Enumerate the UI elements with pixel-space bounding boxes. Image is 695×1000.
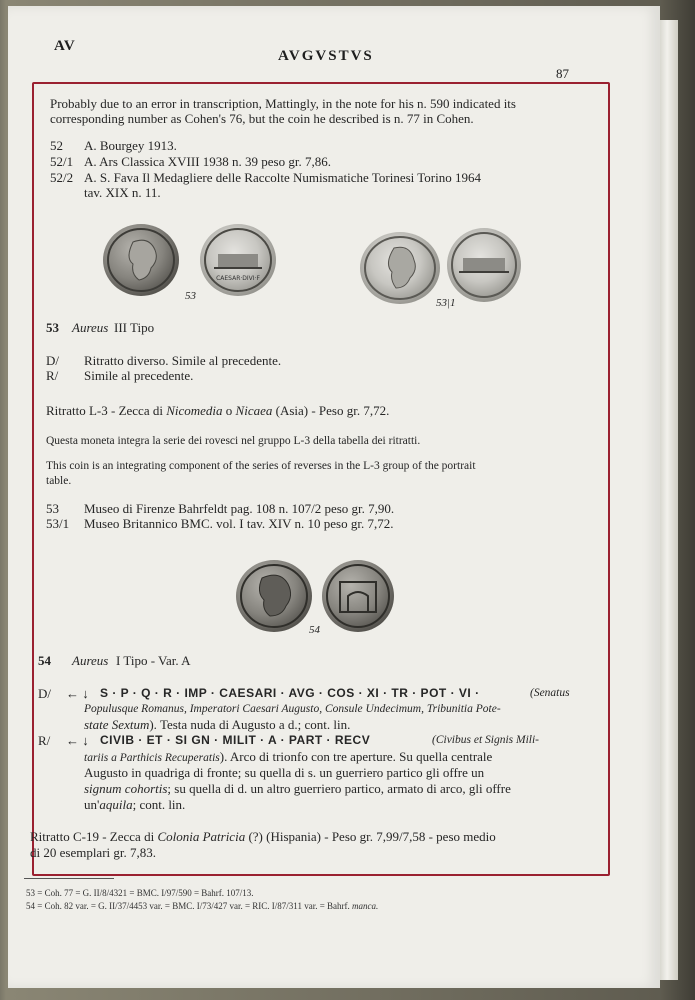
reverse-text-5-pre: un' [84,797,100,812]
portrait-suffix: (?) (Hispania) - Peso gr. 7,99/7,58 - peso medio [248,829,496,844]
ref-text: Museo di Firenze Bahrfeldt pag. 108 n. 107/2 peso gr. 7,90. [84,501,395,516]
reverse-direction-arrow: ← ↓ [66,733,89,748]
ref-text: A. Ars Classica XVIII 1938 n. 39 peso gr. 7,86. [84,154,331,169]
obverse-expansion-2: Populusque Romanus, Imperatori Caesari Augusto, Consule Undecimum, Tribunitia Pote- [84,703,501,715]
reverse-text-5: ; cont. lin. [132,797,186,812]
page-edge [660,20,678,980]
coin-54-reverse [322,560,394,632]
note-english-2: table. [46,475,72,487]
entry-53-type: III Tipo [114,320,155,335]
footnote-54-italic: manca. [352,901,379,911]
intro-line-1: Probably due to an error in transcription, Mattingly, in the note for his n. 590 indicated its [50,96,516,111]
obverse-label: D/ [46,353,59,368]
obverse-label: D/ [38,686,51,701]
reverse-description: Simile al precedente. [84,368,194,383]
footnote-53: 53 = Coh. 77 = G. II/8/4321 = BMC. I/97/590 = Bahrf. 107/13. [26,888,254,898]
coin-53-reverse [200,224,276,296]
ref-num: 52/1 [50,154,74,169]
ref-text: A. S. Fava Il Medagliere delle Raccolte Numismatiche Torinesi Torino 1964 [84,170,481,185]
reverse-term: signum cohortis [84,781,168,796]
reverse-description-5 [84,797,185,812]
footnote-rule [24,878,114,879]
reverse-text-2: ). Arco di trionfo con tre aperture. Su quella centrale [219,749,493,764]
reverse-text-4: ; su quella di d. un altro guerriero partico, armato di arco, gli offre [167,781,511,796]
plate-label-53: 53 [185,290,196,302]
entry-53-type-italic: Aureus [72,320,109,335]
intro-line-2: corresponding number as Cohen's 76, but the coin he described is n. 77 in Cohen. [50,111,474,126]
mint-city: Colonia Patricia [157,829,246,844]
obverse-description [84,717,350,732]
ref-text: Museo Britannico BMC. vol. I tav. XIV n. 10 peso gr. 7,72. [84,516,394,531]
obverse-expansion-3: state Sextum [84,717,150,732]
obverse-legend: S · P · Q · R · IMP · CAESARI · AVG · COS · XI · TR · POT · VI · [100,686,480,700]
page-number: 87 [556,66,569,81]
plate-label-53-1: 53|1 [436,297,456,309]
obverse-description: Ritratto diverso. Simile al precedente. [84,353,282,368]
portrait-prefix: Ritratto L-3 - Zecca di [46,403,163,418]
mint-city: Nicaea [235,403,273,418]
ref-text: A. Bourgey 1913. [84,138,177,153]
coin-53-1-obverse [360,232,440,304]
portrait-info-53 [46,403,389,418]
mint-city: Nicomedia [166,403,223,418]
reverse-term: aquila [99,797,133,812]
reverse-description-4 [84,781,511,796]
header-title: AVGVSTVS [278,48,374,64]
entry-54-number: 54 [38,653,51,668]
ref-num: 52 [50,138,63,153]
obverse-description-text: ). Testa nuda di Augusto a d.; cont. lin. [149,717,351,732]
reverse-description-2 [84,749,492,766]
reverse-label: R/ [38,733,51,748]
ref-num: 53/1 [46,516,70,531]
portrait-prefix: Ritratto C-19 - Zecca di [30,829,155,844]
portrait-info-54-line2: di 20 esemplari gr. 7,83. [30,845,157,860]
header-left: AV [54,38,76,54]
note-english-1: This coin is an integrating component of the series of reverses in the L-3 group of the portrait [46,460,476,472]
plate-label-54: 54 [309,624,320,636]
reverse-label: R/ [46,368,59,383]
reverse-expansion-2: tariis a Parthicis Recuperatis [84,752,220,764]
entry-53-number: 53 [46,320,59,335]
ref-text: tav. XIX n. 11. [84,185,161,200]
entry-54-type: I Tipo - Var. A [116,653,191,668]
portrait-or: o [225,403,233,418]
footnote-54 [26,901,378,911]
portrait-info-54 [30,829,496,844]
coin-legend: CAESAR·DIVI·F [216,275,260,282]
obverse-direction-arrow: ← ↓ [66,686,89,701]
reverse-expansion-1: (Civibus et Signis Mili- [432,734,540,746]
reverse-description-3: Augusto in quadriga di fronte; su quella di s. un guerriero partico gli offre un [84,765,485,780]
entry-54-type-italic: Aureus [72,653,109,668]
portrait-suffix: (Asia) - Peso gr. 7,72. [275,403,390,418]
obverse-expansion-1: (Senatus [530,687,570,699]
coin-53-1-reverse [447,228,521,302]
note-italian: Questa moneta integra la serie dei rovesci nel gruppo L-3 della tabella dei ritratti. [46,435,421,447]
footnote-54-text: 54 = Coh. 82 var. = G. II/37/4453 var. = BMC. I/73/427 var. = RIC. I/87/311 var. = Bahrf. [26,901,350,911]
ref-num: 53 [46,501,59,516]
ref-num: 52/2 [50,170,74,185]
reverse-legend: CIVIB · ET · SI GN · MILIT · A · PART · RECV [100,733,371,747]
coin-54-obverse [236,560,312,632]
coin-53-obverse [103,224,179,296]
